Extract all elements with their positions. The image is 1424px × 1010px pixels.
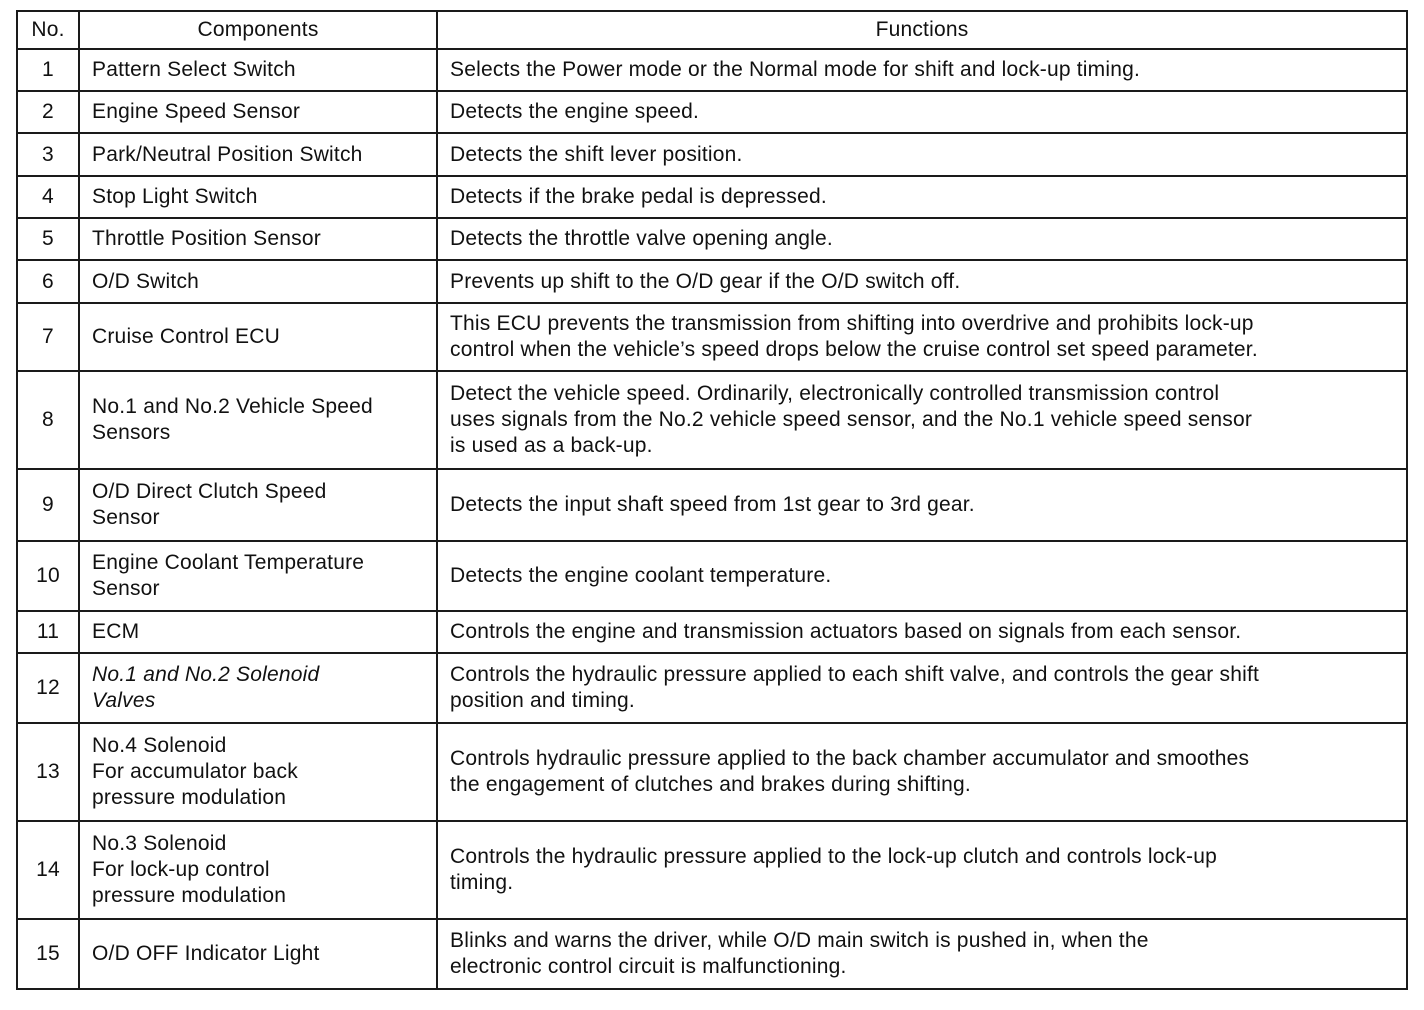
component-name: Throttle Position Sensor	[79, 218, 437, 260]
row-number: 7	[17, 303, 79, 371]
table-row	[17, 611, 1407, 653]
table-row	[17, 218, 1407, 260]
table-row	[17, 176, 1407, 218]
component-function: Selects the Power mode or the Normal mode for shift and lock-up timing.	[437, 49, 1407, 91]
component-name: Engine Coolant Temperature Sensor	[79, 541, 437, 611]
component-name: Engine Speed Sensor	[79, 91, 437, 133]
row-number: 8	[17, 371, 79, 469]
component-name: ECM	[79, 611, 437, 653]
table-row	[17, 821, 1407, 919]
component-function: This ECU prevents the transmission from shifting into overdrive and prohibits lock-up control when the vehicle’s speed drops below the cruise control set speed parameter.	[437, 303, 1407, 371]
table-row	[17, 49, 1407, 91]
table-row	[17, 469, 1407, 541]
table-row	[17, 303, 1407, 371]
row-number: 13	[17, 723, 79, 821]
table-row	[17, 371, 1407, 469]
component-name: O/D Direct Clutch Speed Sensor	[79, 469, 437, 541]
row-number: 1	[17, 49, 79, 91]
component-name: No.1 and No.2 Vehicle Speed Sensors	[79, 371, 437, 469]
component-function: Prevents up shift to the O/D gear if the O/D switch off.	[437, 260, 1407, 303]
component-function: Controls hydraulic pressure applied to the back chamber accumulator and smoothes the engagement of clutches and brakes during shifting.	[437, 723, 1407, 821]
row-number: 12	[17, 653, 79, 723]
component-name: Cruise Control ECU	[79, 303, 437, 371]
component-function: Blinks and warns the driver, while O/D main switch is pushed in, when the electronic control circuit is malfunctioning.	[437, 919, 1407, 989]
component-name: Park/Neutral Position Switch	[79, 133, 437, 176]
component-name: No.1 and No.2 Solenoid Valves	[79, 653, 437, 723]
component-name: O/D OFF Indicator Light	[79, 919, 437, 989]
component-name: No.3 Solenoid For lock-up control pressure modulation	[79, 821, 437, 919]
component-function: Detects the throttle valve opening angle.	[437, 218, 1407, 260]
header-components: Components	[79, 11, 437, 49]
row-number: 10	[17, 541, 79, 611]
component-function: Detect the vehicle speed. Ordinarily, electronically controlled transmission control uses signals from the No.2 vehicle speed sensor, and the No.1 vehicle speed sensor is used as a back-up.	[437, 371, 1407, 469]
row-number: 6	[17, 260, 79, 303]
row-number: 5	[17, 218, 79, 260]
component-function: Controls the hydraulic pressure applied to each shift valve, and controls the gear shift position and timing.	[437, 653, 1407, 723]
row-number: 14	[17, 821, 79, 919]
row-number: 3	[17, 133, 79, 176]
table-row	[17, 919, 1407, 989]
table-row	[17, 260, 1407, 303]
row-number: 11	[17, 611, 79, 653]
row-number: 4	[17, 176, 79, 218]
header-functions: Functions	[437, 11, 1407, 49]
header-no: No.	[17, 11, 79, 49]
component-function: Detects the engine speed.	[437, 91, 1407, 133]
component-function: Detects the shift lever position.	[437, 133, 1407, 176]
row-number: 9	[17, 469, 79, 541]
row-number: 15	[17, 919, 79, 989]
component-name: Stop Light Switch	[79, 176, 437, 218]
component-name: No.4 Solenoid For accumulator back pressure modulation	[79, 723, 437, 821]
component-name: O/D Switch	[79, 260, 437, 303]
table-row	[17, 653, 1407, 723]
component-function: Detects the engine coolant temperature.	[437, 541, 1407, 611]
header-row	[17, 11, 1407, 49]
table-row	[17, 133, 1407, 176]
component-function: Detects if the brake pedal is depressed.	[437, 176, 1407, 218]
component-function: Controls the hydraulic pressure applied to the lock-up clutch and controls lock-up timing.	[437, 821, 1407, 919]
components-table	[16, 10, 1408, 990]
table-row	[17, 723, 1407, 821]
table-row	[17, 91, 1407, 133]
component-name: Pattern Select Switch	[79, 49, 437, 91]
component-function: Detects the input shaft speed from 1st gear to 3rd gear.	[437, 469, 1407, 541]
table-row	[17, 541, 1407, 611]
row-number: 2	[17, 91, 79, 133]
component-function: Controls the engine and transmission actuators based on signals from each sensor.	[437, 611, 1407, 653]
